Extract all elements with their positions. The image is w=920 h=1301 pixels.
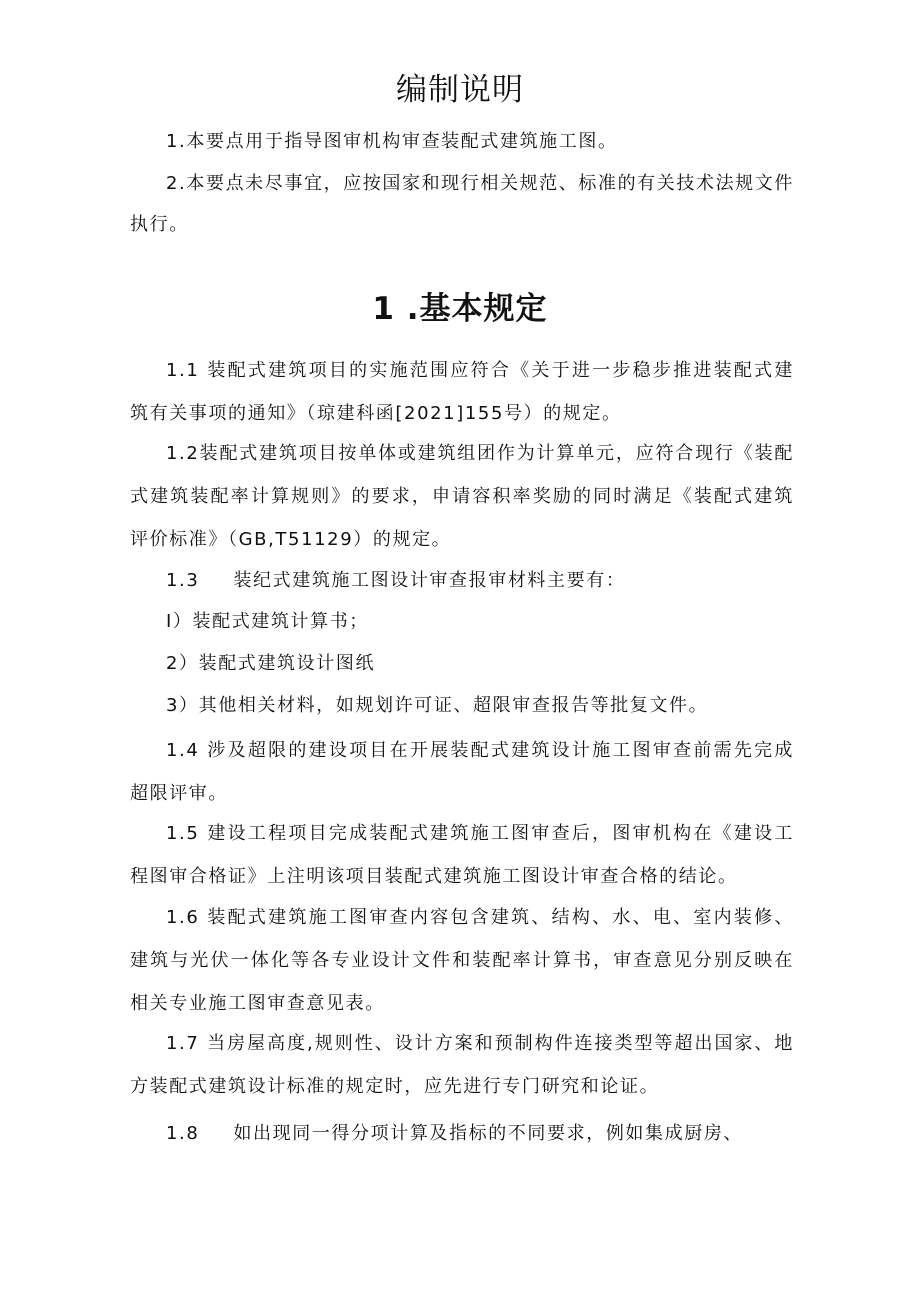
clause-1-2: 1.2装配式建筑项目按单体或建筑组团作为计算单元，应符合现行《装配式建筑装配率计算规则》的要求，申请容积率奖励的同时满足《装配式建筑评价标准》（GB,T51129）的规定。: [130, 443, 794, 550]
clause-1-3-list-item-3: 3）其他相关材料，如规划许可证、超限审查报告等批复文件。: [166, 695, 709, 716]
basic-title: 1 .基本规定: [372, 291, 548, 327]
clause-1-3-list-item-1: I）装配式建筑计算书；: [166, 611, 369, 632]
clause-1-8-text: 如出现同一得分项计算及指标的不同要求，例如集成厨房、: [233, 1123, 744, 1144]
clause-1-3-list-item-2: 2）装配式建筑设计图纸: [166, 653, 376, 674]
clause-1-5: 1.5 建设工程项目完成装配式建筑施工图审查后，图审机构在《建设工程图审合格证》上注明该项目装配式建筑施工图设计审查合格的结论。: [130, 823, 794, 887]
clause-1-3-number: 1.3: [166, 570, 200, 591]
clause-1-8-number: 1.8: [166, 1123, 200, 1144]
clause-1-8: [130, 1122, 830, 1146]
clause-1-1: 1.1 装配式建筑项目的实施范围应符合《关于进一步稳步推进装配式建筑有关事项的通知》（琼建科函[2021]155号）的规定。: [130, 360, 794, 424]
intro-title: 编制说明: [396, 72, 524, 108]
clause-1-4: 1.4 涉及超限的建设项目在开展装配式建筑设计施工图审查前需先完成超限评审。: [130, 740, 794, 804]
clause-1-6: 1.6 装配式建筑施工图审查内容包含建筑、结构、水、电、室内装修、建筑与光伏一体化等各专业设计文件和装配率计算书，审查意见分别反映在相关专业施工图审查意见表。: [130, 907, 794, 1014]
intro-item-2: 2.本要点未尽事宜，应按国家和现行相关规范、标准的有关技术法规文件执行。: [130, 173, 794, 235]
clause-1-3-text: 装纪式建筑施工图设计审查报审材料主要有：: [233, 570, 626, 591]
intro-item-1: 1.本要点用于指导图审机构审查装配式建筑施工图。: [166, 131, 618, 152]
clause-1-3: [130, 569, 830, 593]
clause-1-7: 1.7 当房屋高度,规则性、设计方案和预制构件连接类型等超出国家、地方装配式建筑设计标准的规定时，应先进行专门研究和论证。: [130, 1033, 794, 1097]
